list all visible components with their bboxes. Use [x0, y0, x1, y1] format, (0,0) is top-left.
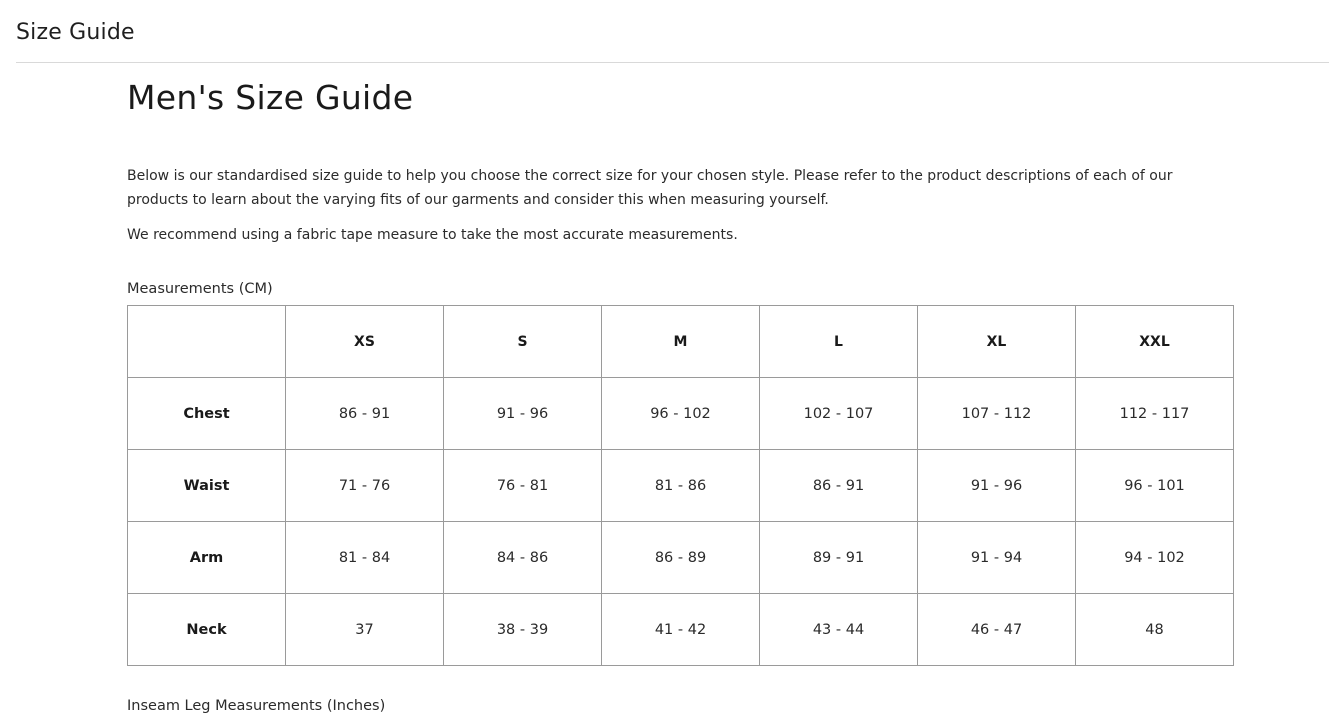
size-header-row: [128, 306, 1234, 378]
size-table: [127, 305, 1234, 666]
header-title: Size Guide: [16, 20, 135, 45]
size-xl-header: XL: [918, 306, 1076, 378]
corner-cell: [128, 306, 286, 378]
size-l-header: L: [760, 306, 918, 378]
size-m-header: M: [602, 306, 760, 378]
table-row-waist: [128, 450, 1234, 522]
row-label-neck: Neck: [128, 594, 286, 666]
table-cell: 86 - 91: [286, 378, 444, 450]
table-cell: 91 - 94: [918, 522, 1076, 594]
size-s-header: S: [444, 306, 602, 378]
table-cell: 86 - 91: [760, 450, 918, 522]
table-cell: 37: [286, 594, 444, 666]
table-cell: 96 - 101: [1076, 450, 1234, 522]
table-cell: 96 - 102: [602, 378, 760, 450]
table-cell: 94 - 102: [1076, 522, 1234, 594]
table-cell: 107 - 112: [918, 378, 1076, 450]
table-cell: 86 - 89: [602, 522, 760, 594]
table-cell: 91 - 96: [444, 378, 602, 450]
table-cell: 112 - 117: [1076, 378, 1234, 450]
table-row-chest: [128, 378, 1234, 450]
table-row-arm: [128, 522, 1234, 594]
row-label-arm: Arm: [128, 522, 286, 594]
table-cell: 81 - 86: [602, 450, 760, 522]
table-cell: 81 - 84: [286, 522, 444, 594]
table-cell: 76 - 81: [444, 450, 602, 522]
table-cell: 102 - 107: [760, 378, 918, 450]
table-cell: 43 - 44: [760, 594, 918, 666]
intro-text: Below is our standardised size guide to help you choose the correct size for your chosen style. Please refer to the product descriptions of each of our products to learn about the varying fits of our garments and consider this when measuring yourself.: [127, 168, 1173, 208]
next-table-caption: Inseam Leg Measurements (Inches): [127, 698, 386, 714]
table-cell: 38 - 39: [444, 594, 602, 666]
recommend-text: We recommend using a fabric tape measure to take the most accurate measurements.: [127, 227, 738, 243]
top-header: [16, 0, 1329, 63]
table-cell: 89 - 91: [760, 522, 918, 594]
row-label-waist: Waist: [128, 450, 286, 522]
table-cell: 84 - 86: [444, 522, 602, 594]
page-title: Men's Size Guide: [127, 78, 414, 117]
table-cell: 91 - 96: [918, 450, 1076, 522]
size-xs-header: XS: [286, 306, 444, 378]
table-cell: 48: [1076, 594, 1234, 666]
table-row-neck: [128, 594, 1234, 666]
table-cell: 41 - 42: [602, 594, 760, 666]
row-label-chest: Chest: [128, 378, 286, 450]
size-xxl-header: XXL: [1076, 306, 1234, 378]
table-cell: 46 - 47: [918, 594, 1076, 666]
table-caption: Measurements (CM): [127, 281, 273, 297]
table-cell: 71 - 76: [286, 450, 444, 522]
